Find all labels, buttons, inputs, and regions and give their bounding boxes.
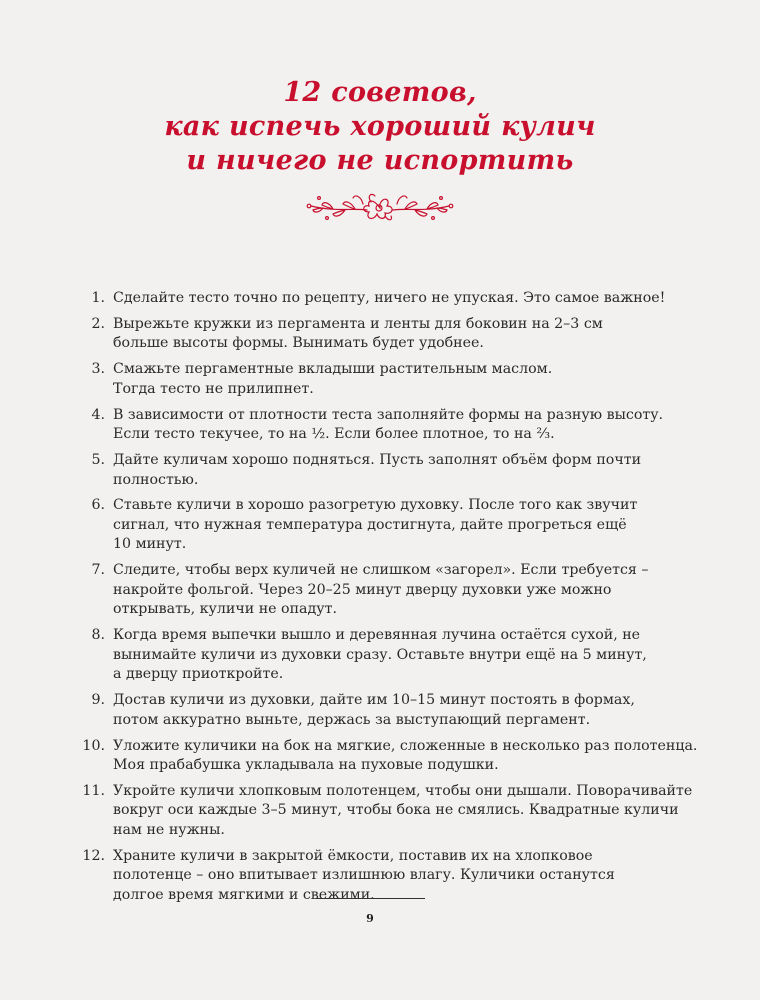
tips-list bbox=[74, 289, 698, 912]
tip-text-line: В зависимости от плотности теста заполняйте формы на разную высоту. bbox=[113, 406, 664, 423]
tip-text-line: Когда время выпечки вышло и деревянная лучина остаётся сухой, не bbox=[113, 627, 641, 644]
tip-text bbox=[113, 782, 694, 841]
tip-text-line: долгое время мягкими и свежими. bbox=[113, 886, 375, 903]
tip-text bbox=[113, 315, 694, 354]
tip-text-line: открывать, куличи не опадут. bbox=[113, 601, 337, 618]
tip-text-line: Следите, чтобы верх куличей не слишком «загорел». Если требуется – bbox=[113, 562, 649, 579]
title-line-2: как испечь хороший кулич bbox=[164, 111, 596, 142]
tip-number: 12. bbox=[82, 847, 105, 864]
tip-text-line: накройте фольгой. Через 20–25 минут дверцу духовки уже можно bbox=[113, 581, 612, 598]
tip-item bbox=[74, 360, 694, 399]
tip-number: 10. bbox=[82, 737, 105, 754]
tip-number: 8. bbox=[91, 627, 105, 644]
floral-ornament-icon bbox=[305, 186, 455, 230]
tip-text-line: вокруг оси каждые 3–5 минут, чтобы бока не смялись. Квадратные куличи bbox=[113, 802, 679, 819]
tip-text-line: потом аккуратно выньте, держась за выступающий пергамент. bbox=[113, 711, 591, 728]
tip-number: 3. bbox=[91, 361, 105, 378]
tip-text-line: Ставьте куличи в хорошо разогретую духовку. После того как звучит bbox=[113, 497, 638, 514]
tip-text bbox=[113, 847, 694, 906]
tip-text-line: Тогда тесто не прилипнет. bbox=[113, 380, 314, 397]
tip-text-line: 10 минут. bbox=[113, 536, 187, 553]
tip-text-line: Если тесто текучее, то на ½. Если более плотное, то на ⅔. bbox=[113, 426, 555, 443]
tip-item bbox=[74, 289, 694, 309]
tip-item bbox=[74, 496, 694, 555]
footer-divider bbox=[316, 898, 425, 899]
tip-number: 9. bbox=[91, 692, 105, 709]
tip-text bbox=[113, 561, 694, 620]
tip-item bbox=[74, 782, 694, 841]
tip-text-line: нам не нужны. bbox=[113, 821, 225, 838]
tip-text-line: Смажьте пергаментные вкладыши растительным маслом. bbox=[113, 361, 553, 378]
tip-item bbox=[74, 561, 694, 620]
tip-item bbox=[74, 406, 694, 445]
page-title bbox=[0, 76, 760, 178]
tip-text bbox=[113, 360, 694, 399]
tip-text-line: Моя прабабушка укладывала на пуховые подушки. bbox=[113, 757, 499, 774]
tip-text-line: Сделайте тесто точно по рецепту, ничего не упуская. Это самое важное! bbox=[113, 290, 666, 306]
tip-number: 6. bbox=[91, 497, 105, 514]
tip-text-line: Храните куличи в закрытой ёмкости, поставив их на хлопковое bbox=[113, 847, 593, 864]
tip-text-line: полотенце – оно впитывает излишнюю влагу. Куличики останутся bbox=[113, 867, 615, 884]
tip-text-line: вынимайте куличи из духовки сразу. Оставьте внутри ещё на 5 минут, bbox=[113, 646, 647, 663]
tip-text bbox=[113, 496, 694, 555]
page-number: 9 bbox=[366, 912, 374, 925]
tip-number: 1. bbox=[91, 290, 105, 306]
tip-text bbox=[113, 289, 694, 309]
tip-text-line: а дверцу приоткройте. bbox=[113, 666, 284, 683]
tip-text-line: Дайте куличам хорошо подняться. Пусть заполнят объём форм почти bbox=[113, 452, 642, 469]
tip-text-line: Уложите куличики на бок на мягкие, сложенные в несколько раз полотенца. bbox=[113, 737, 698, 754]
tip-item bbox=[74, 737, 698, 776]
tip-item bbox=[74, 847, 694, 906]
tip-number: 2. bbox=[91, 315, 105, 332]
tip-number: 4. bbox=[91, 406, 105, 423]
tip-text-line: Укройте куличи хлопковым полотенцем, чтобы они дышали. Поворачивайте bbox=[113, 782, 693, 799]
tip-text-line: полностью. bbox=[113, 471, 199, 488]
tip-text-line: Вырежьте кружки из пергамента и ленты для боковин на 2–3 см bbox=[113, 315, 603, 332]
tip-text bbox=[113, 451, 694, 490]
tip-item bbox=[74, 451, 694, 490]
tip-text bbox=[113, 691, 694, 730]
tip-text bbox=[113, 737, 697, 776]
tip-number: 7. bbox=[91, 562, 105, 579]
tip-number: 11. bbox=[82, 782, 105, 799]
tip-text-line: Достав куличи из духовки, дайте им 10–15 минут постоять в формах, bbox=[113, 692, 635, 709]
tip-number: 5. bbox=[91, 452, 105, 469]
tip-text-line: больше высоты формы. Вынимать будет удобнее. bbox=[113, 335, 484, 352]
title-line-3: и ничего не испортить bbox=[186, 145, 574, 176]
tip-item bbox=[74, 315, 694, 354]
tip-item bbox=[74, 626, 694, 685]
tip-text bbox=[113, 626, 694, 685]
title-line-1: 12 советов, bbox=[283, 77, 477, 108]
tip-text-line: сигнал, что нужная температура достигнута, дайте прогреться ещё bbox=[113, 516, 627, 533]
tip-text bbox=[113, 406, 694, 445]
tip-item bbox=[74, 691, 694, 730]
